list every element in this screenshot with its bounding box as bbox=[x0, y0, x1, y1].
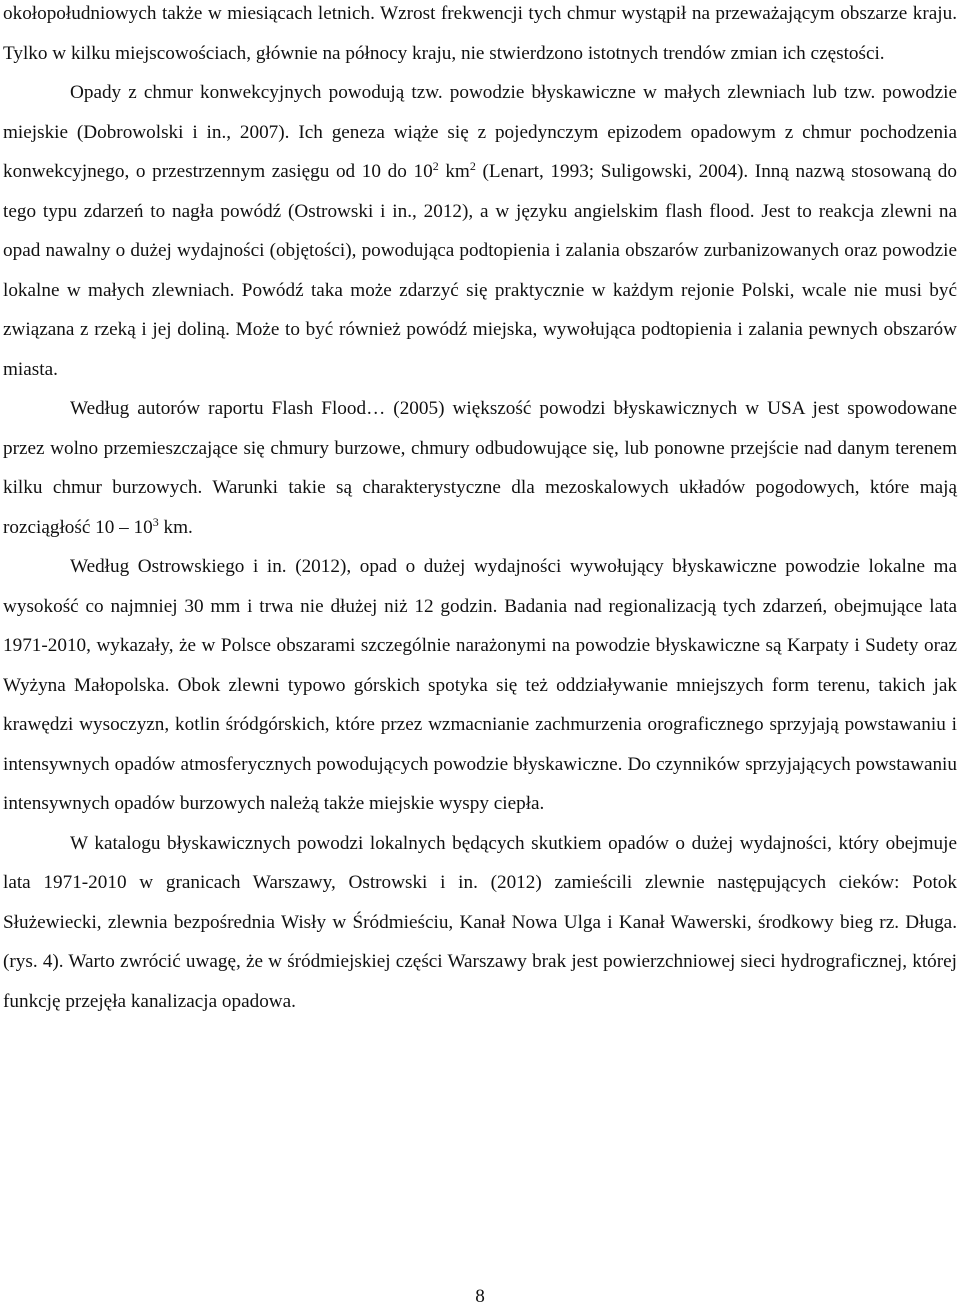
document-page bbox=[3, 0, 957, 1021]
paragraph-1 bbox=[3, 0, 957, 73]
superscript-exponent: 2 bbox=[469, 159, 476, 173]
paragraph-2-text-b: km bbox=[438, 161, 470, 182]
superscript-exponent: 3 bbox=[152, 514, 159, 529]
paragraph-5-text: W katalogu błyskawicznych powodzi lokalnych będących skutkiem opadów o dużej wydajności, który obejmuje lata 1971-2010 w granicach Warszawy, Ostrowski i in. (2012) zamieścili zlewnie następujących cieków: Potok Służewiecki, zlewnia bezpośrednia Wisły w Śródmieściu, Kanał Nowa Ulga i Kanał Wawerski, środkowy bieg rz. Długa. (rys. 4). Warto zwrócić uwagę, że w śródmiejskiej części Warszawy brak jest powierzchniowej sieci hydrograficznej, której funkcję przejęła kanalizacja opadowa. bbox=[3, 832, 957, 1012]
paragraph-5 bbox=[3, 824, 957, 1022]
paragraph-3 bbox=[3, 389, 957, 547]
paragraph-1-text: okołopołudniowych także w miesiącach letnich. Wzrost frekwencji tych chmur wystąpił na przeważającym obszarze kraju. Tylko w kilku miejscowościach, głównie na północy kraju, nie stwierdzono istotnych trendów zmian ich częstości. bbox=[3, 3, 957, 64]
page-number: 8 bbox=[475, 1286, 485, 1307]
superscript-exponent: 2 bbox=[432, 159, 439, 173]
paragraph-3-text-a: Według autorów raportu Flash Flood… (2005) większość powodzi błyskawicznych w USA jest spowodowane przez wolno przemieszczające się chmury burzowe, chmury odbudowujące się, lub ponowne przejście nad danym terenem kilku chmur burzowych. Warunki takie są charakterystyczne dla mezoskalowych układów pogodowych, które mają rozciągłość 10 – 10 bbox=[3, 398, 957, 538]
paragraph-4 bbox=[3, 547, 957, 824]
paragraph-4-text: Według Ostrowskiego i in. (2012), opad o dużej wydajności wywołujący błyskawiczne powodzie lokalne ma wysokość co najmniej 30 mm i trwa nie dłużej niż 12 godzin. Badania nad regionalizacją tych zdarzeń, obejmujące lata 1971-2010, wykazały, że w Polsce obszarami szczególnie narażonymi na powodzie błyskawiczne są Karpaty i Sudety oraz Wyżyna Małopolska. Obok zlewni typowo górskich spotyka się też oddziaływanie mniejszych form terenu, takich jak krawędzi wysoczyzn, kotlin śródgórskich, które przez wzmacnianie zachmurzenia orograficznego sprzyjają powstawaniu i intensywnych opadów atmosferycznych powodujących powodzie błyskawiczne. Do czynników sprzyjających powstawaniu intensywnych opadów burzowych należą także miejskie wyspy ciepła. bbox=[3, 556, 957, 814]
paragraph-3-text-b: km. bbox=[158, 516, 193, 538]
paragraph-2-text-c: (Lenart, 1993; Suligowski, 2004). Inną nazwą stosowaną do tego typu zdarzeń to nagła powódź (Ostrowski i in., 2012), a w języku angielskim flash flood. Jest to reakcja zlewni na opad nawalny o dużej wydajności (objętości), powodująca podtopienia i zalania obszarów zurbanizowanych oraz powodzie lokalne w małych zlewniach. Powódź taka może zdarzyć się praktycznie w każdym rejonie Polski, wcale nie musi być związana z rzeką i jej doliną. Może to być również powódź miejska, wywołująca podtopienia i zalania pewnych obszarów miasta. bbox=[3, 161, 957, 380]
paragraph-2 bbox=[3, 73, 957, 389]
paragraph-2-text-a: Opady z chmur konwekcyjnych powodują tzw. powodzie błyskawiczne w małych zlewniach lub tzw. powodzie miejskie (Dobrowolski i in., 2007). Ich geneza wiąże się z pojedynczym epizodem opadowym z chmur pochodzenia konwekcyjnego, o przestrzennym zasięgu od 10 do 10 bbox=[3, 82, 957, 182]
